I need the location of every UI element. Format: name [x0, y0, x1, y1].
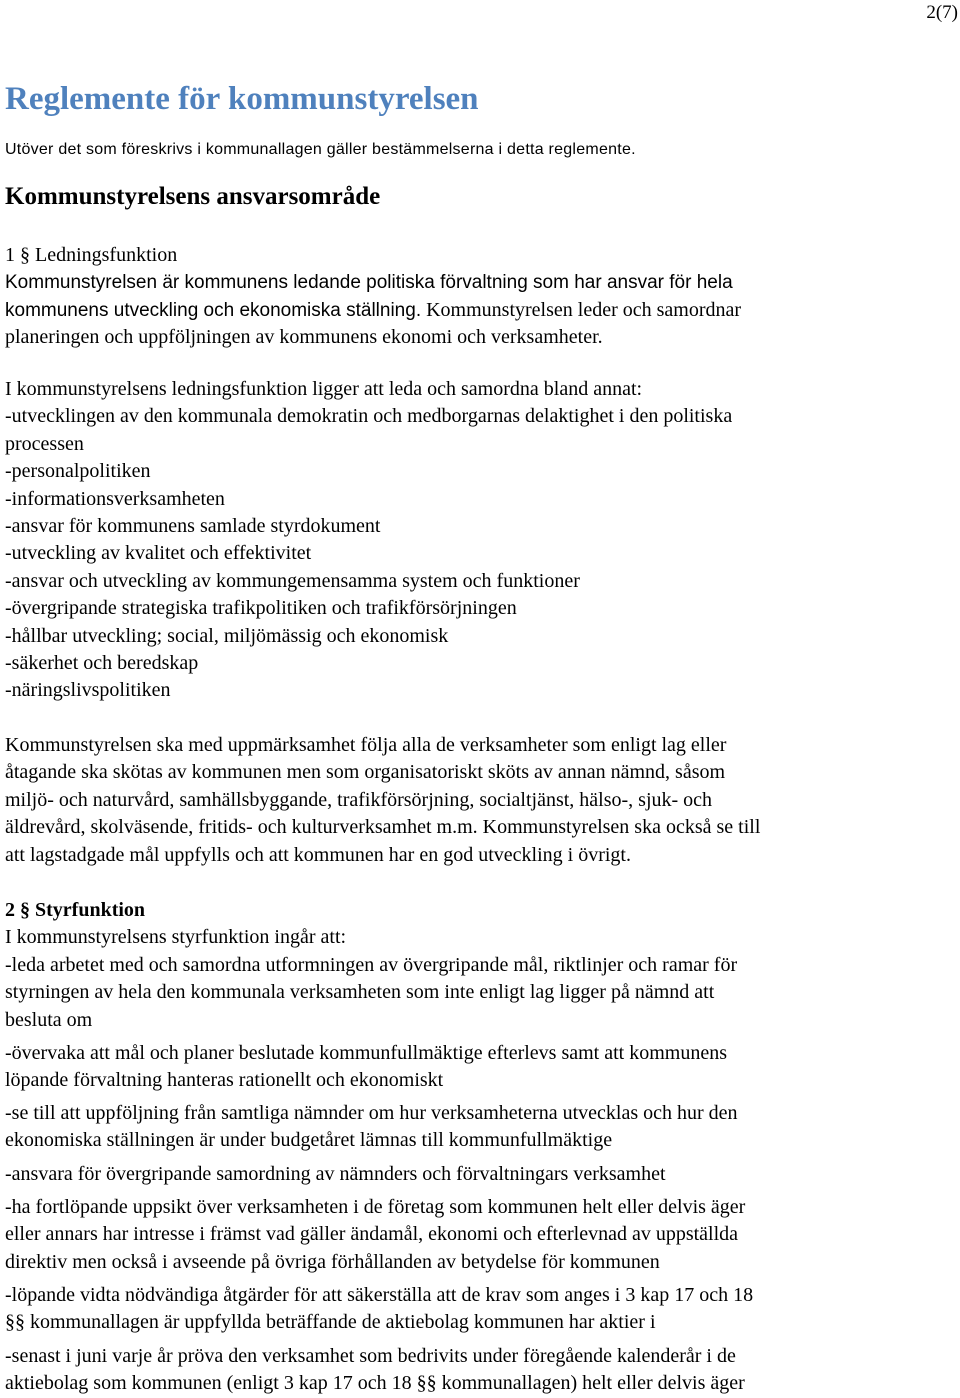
leadership-list [5, 376, 935, 705]
section-heading: Kommunstyrelsens ansvarsområde [5, 183, 381, 210]
steering-item [5, 1100, 935, 1155]
list-item: -informationsverksamheten [5, 487, 225, 510]
paragraph-line: -övervaka att mål och planer beslutade kommunfullmäktige efterlevs samt att kommunens [5, 1042, 728, 1064]
list-item: -näringslivspolitiken [5, 679, 171, 702]
list-item: processen [5, 432, 84, 455]
paragraph-line: -se till att uppföljning från samtliga nämnder om hur verksamheterna utvecklas och hur den [5, 1102, 738, 1124]
paragraph-line: direktiv men också i avseende på övriga förhållanden av betydelse för kommunen [5, 1250, 660, 1273]
list-item: -utveckling av kvalitet och effektivitet [5, 542, 312, 565]
paragraph-line: att lagstadgade mål uppfylls och att kommunen har en god utveckling i övrigt. [5, 843, 631, 866]
paragraph-line: -löpande vidta nödvändiga åtgärder för att säkerställa att de krav som anges i 3 kap 17 och 18 [5, 1284, 754, 1306]
section-2-intro: I kommunstyrelsens styrfunktion ingår att: [5, 926, 347, 949]
intro-text: Utöver det som föreskrivs i kommunallagen gäller bestämmelserna i detta reglemente. [5, 141, 636, 158]
page-number: 2(7) [926, 2, 958, 23]
paragraph-line: -leda arbetet med och samordna utformningen av övergripande mål, riktlinjer och ramar för [5, 954, 738, 976]
paragraph-line: ekonomiska ställningen är under budgetåret lämnas till kommunfullmäktige [5, 1129, 613, 1152]
paragraph-line: miljö- och naturvård, samhällsbyggande, trafikförsörjning, socialtjänst, hälso-, sjuk- och [5, 788, 713, 811]
paragraph-line: Kommunstyrelsen ska med uppmärksamhet följa alla de verksamheter som enligt lag eller [5, 734, 727, 756]
paragraph-line: §§ kommunallagen är uppfyllda beträffande de aktiebolag kommunen har aktier i [5, 1311, 656, 1334]
steering-item [5, 1194, 935, 1276]
document-title: Reglemente för kommunstyrelsen [5, 81, 479, 117]
paragraph-fragment: Kommunstyrelsen leder och samordnar [421, 298, 742, 321]
list-item: -säkerhet och beredskap [5, 652, 199, 675]
list-item: -personalpolitiken [5, 460, 151, 483]
list-item: -ansvar för kommunens samlade styrdokument [5, 515, 381, 538]
list-intro: I kommunstyrelsens ledningsfunktion ligger att leda och samordna bland annat: [5, 378, 643, 400]
paragraph-line: styrningen av hela den kommunala verksamheten som inte enligt lag ligger på nämnd att [5, 981, 715, 1004]
paragraph-fragment: kommunens utveckling och ekonomiska ställning. [5, 299, 422, 321]
steering-item [5, 952, 935, 1034]
paragraph-line: -ansvara för övergripande samordning av nämnders och förvaltningars verksamhet [5, 1163, 666, 1185]
list-item: -ansvar och utveckling av kommungemensamma system och funktioner [5, 569, 580, 592]
paragraph-line: eller annars har intresse i främst vad gäller ändamål, ekonomi och efterlevnad av uppställda [5, 1223, 739, 1246]
steering-item [5, 1343, 935, 1398]
section-2 [5, 897, 935, 952]
paragraph-line [5, 297, 935, 324]
steering-item [5, 1040, 935, 1095]
oversight-paragraph [5, 732, 935, 869]
section-1 [5, 242, 935, 352]
paragraph-line: åtagande ska skötas av kommunen men som organisatoriskt sköts av annan nämnd, såsom [5, 761, 726, 784]
paragraph-line: äldrevård, skolväsende, fritids- och kulturverksamhet m.m. Kommunstyrelsen ska också se till [5, 816, 761, 839]
paragraph-line: Kommunstyrelsen är kommunens ledande politiska förvaltning som har ansvar för hela [5, 272, 733, 294]
list-item: -hållbar utveckling; social, miljömässig och ekonomisk [5, 624, 449, 647]
list-item: -utvecklingen av den kommunala demokratin och medborgarnas delaktighet i den politiska [5, 405, 733, 428]
paragraph-line: löpande förvaltning hanteras rationellt och ekonomiskt [5, 1069, 444, 1092]
paragraph-line: -senast i juni varje år pröva den verksamhet som bedrivits under föregående kalenderår i de [5, 1345, 736, 1367]
steering-item [5, 1282, 935, 1337]
paragraph-line: planeringen och uppföljningen av kommunens ekonomi och verksamheter. [5, 326, 603, 349]
paragraph-line: -ha fortlöpande uppsikt över verksamheten i de företag som kommunen helt eller delvis äger [5, 1196, 746, 1218]
paragraph-line: aktiebolag som kommunen (enligt 3 kap 17 och 18 §§ kommunallagen) helt eller delvis äger [5, 1372, 745, 1395]
section-1-heading: 1 § Ledningsfunktion [5, 244, 178, 266]
paragraph-line: besluta om [5, 1008, 93, 1031]
section-2-heading: 2 § Styrfunktion [5, 899, 146, 921]
steering-item [5, 1161, 935, 1188]
list-item: -övergripande strategiska trafikpolitiken och trafikförsörjningen [5, 597, 517, 620]
